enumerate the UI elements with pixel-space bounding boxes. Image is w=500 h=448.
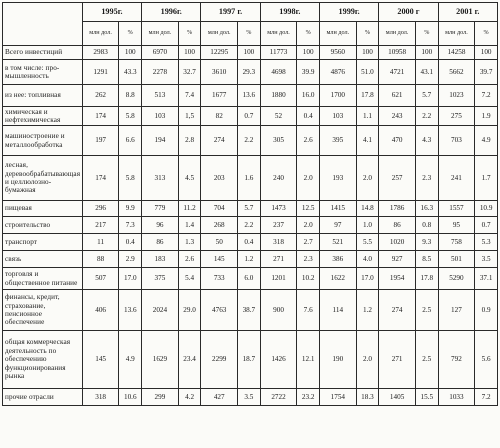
- value-percent-cell: 4.0: [356, 251, 379, 268]
- value-mln-cell: 1557: [438, 201, 475, 217]
- value-percent-cell: 7.3: [119, 217, 142, 234]
- value-percent-cell: 13.6: [238, 85, 261, 107]
- value-percent-cell: 23.4: [178, 331, 201, 389]
- value-percent-cell: 43.1: [415, 60, 438, 85]
- value-percent-cell: 13.6: [119, 290, 142, 331]
- value-mln-cell: 14258: [438, 46, 475, 60]
- value-mln-cell: 190: [319, 331, 356, 389]
- value-mln-cell: 386: [319, 251, 356, 268]
- unit-header-percent: %: [475, 22, 498, 46]
- value-percent-cell: 14.8: [356, 201, 379, 217]
- value-mln-cell: 313: [142, 156, 179, 201]
- value-percent-cell: 1.2: [356, 290, 379, 331]
- value-mln-cell: 427: [201, 389, 238, 406]
- value-mln-cell: 197: [82, 126, 119, 156]
- value-percent-cell: 6.0: [238, 268, 261, 290]
- value-percent-cell: 2.6: [297, 126, 320, 156]
- value-percent-cell: 8.5: [415, 251, 438, 268]
- value-percent-cell: 10.9: [475, 201, 498, 217]
- value-percent-cell: 100: [297, 46, 320, 60]
- value-mln-cell: 1291: [82, 60, 119, 85]
- value-mln-cell: 183: [142, 251, 179, 268]
- value-mln-cell: 1786: [379, 201, 416, 217]
- year-header-row: [3, 3, 498, 22]
- table-row: [3, 85, 498, 107]
- value-percent-cell: 16.3: [415, 201, 438, 217]
- year-header: 1995г.: [82, 3, 141, 22]
- value-mln-cell: 194: [142, 126, 179, 156]
- value-percent-cell: 2.5: [415, 290, 438, 331]
- investment-table: [2, 2, 498, 406]
- value-mln-cell: 4721: [379, 60, 416, 85]
- table-row: [3, 46, 498, 60]
- value-mln-cell: 271: [260, 251, 297, 268]
- value-mln-cell: 240: [260, 156, 297, 201]
- value-mln-cell: 243: [379, 107, 416, 126]
- year-header: 1998г.: [260, 3, 319, 22]
- value-mln-cell: 900: [260, 290, 297, 331]
- value-mln-cell: 1700: [319, 85, 356, 107]
- value-mln-cell: 1020: [379, 234, 416, 251]
- year-header: 2001 г.: [438, 3, 497, 22]
- value-mln-cell: 406: [82, 290, 119, 331]
- row-label: строительство: [3, 217, 83, 234]
- value-percent-cell: 100: [356, 46, 379, 60]
- value-percent-cell: 15.5: [415, 389, 438, 406]
- value-mln-cell: 1622: [319, 268, 356, 290]
- value-percent-cell: 2.0: [356, 331, 379, 389]
- value-percent-cell: 12.5: [297, 201, 320, 217]
- unit-header-percent: %: [238, 22, 261, 46]
- value-percent-cell: 2.2: [238, 126, 261, 156]
- value-percent-cell: 2.7: [297, 234, 320, 251]
- value-mln-cell: 174: [82, 156, 119, 201]
- value-mln-cell: 733: [201, 268, 238, 290]
- value-percent-cell: 51.0: [356, 60, 379, 85]
- value-mln-cell: 1415: [319, 201, 356, 217]
- value-percent-cell: 1.3: [178, 234, 201, 251]
- value-mln-cell: 1023: [438, 85, 475, 107]
- table-row: [3, 331, 498, 389]
- value-percent-cell: 17.0: [356, 268, 379, 290]
- value-mln-cell: 299: [142, 389, 179, 406]
- value-mln-cell: 86: [142, 234, 179, 251]
- value-mln-cell: 521: [319, 234, 356, 251]
- value-percent-cell: 5.7: [415, 85, 438, 107]
- value-mln-cell: 513: [142, 85, 179, 107]
- value-mln-cell: 501: [438, 251, 475, 268]
- row-label: в том числе: про-мышленность: [3, 60, 83, 85]
- value-mln-cell: 174: [82, 107, 119, 126]
- value-mln-cell: 2278: [142, 60, 179, 85]
- value-mln-cell: 6970: [142, 46, 179, 60]
- value-mln-cell: 1426: [260, 331, 297, 389]
- row-label: финансы, кредит, страхование, пенсионное обеспечение: [3, 290, 83, 331]
- value-mln-cell: 203: [201, 156, 238, 201]
- value-mln-cell: 5290: [438, 268, 475, 290]
- value-mln-cell: 241: [438, 156, 475, 201]
- table-row: [3, 60, 498, 85]
- value-mln-cell: 758: [438, 234, 475, 251]
- value-mln-cell: 95: [438, 217, 475, 234]
- value-mln-cell: 4763: [201, 290, 238, 331]
- value-mln-cell: 271: [379, 331, 416, 389]
- value-percent-cell: 10.6: [119, 389, 142, 406]
- unit-header-percent: %: [297, 22, 320, 46]
- value-mln-cell: 703: [438, 126, 475, 156]
- value-percent-cell: 39.7: [475, 60, 498, 85]
- row-label: лесная, деревообрабатывающая и целлюлозно-бумажная: [3, 156, 83, 201]
- table-row: [3, 389, 498, 406]
- value-mln-cell: 10958: [379, 46, 416, 60]
- value-percent-cell: 3.5: [475, 251, 498, 268]
- value-mln-cell: 779: [142, 201, 179, 217]
- value-mln-cell: 103: [319, 107, 356, 126]
- value-mln-cell: 103: [142, 107, 179, 126]
- value-percent-cell: 2.9: [119, 251, 142, 268]
- value-mln-cell: 2722: [260, 389, 297, 406]
- row-label: машиностроение и металлообработка: [3, 126, 83, 156]
- value-mln-cell: 1201: [260, 268, 297, 290]
- value-percent-cell: 9.9: [119, 201, 142, 217]
- value-percent-cell: 5.6: [475, 331, 498, 389]
- value-percent-cell: 5.7: [238, 201, 261, 217]
- value-percent-cell: 4.1: [356, 126, 379, 156]
- value-percent-cell: 2.3: [297, 251, 320, 268]
- table-row: [3, 201, 498, 217]
- unit-header-mln: млн дол.: [201, 22, 238, 46]
- value-mln-cell: 262: [82, 85, 119, 107]
- row-label: прочие отрасли: [3, 389, 83, 406]
- value-mln-cell: 507: [82, 268, 119, 290]
- value-percent-cell: 4.3: [415, 126, 438, 156]
- value-percent-cell: 100: [178, 46, 201, 60]
- value-percent-cell: 4.9: [119, 331, 142, 389]
- value-mln-cell: 4876: [319, 60, 356, 85]
- value-mln-cell: 97: [319, 217, 356, 234]
- value-percent-cell: 0.7: [238, 107, 261, 126]
- value-percent-cell: 17.8: [415, 268, 438, 290]
- value-percent-cell: 4.9: [475, 126, 498, 156]
- value-mln-cell: 11773: [260, 46, 297, 60]
- value-mln-cell: 375: [142, 268, 179, 290]
- value-percent-cell: 2.0: [356, 156, 379, 201]
- value-percent-cell: 5.8: [119, 156, 142, 201]
- row-label: пищевая: [3, 201, 83, 217]
- table-row: [3, 268, 498, 290]
- value-mln-cell: 2299: [201, 331, 238, 389]
- value-mln-cell: 88: [82, 251, 119, 268]
- unit-header-percent: %: [356, 22, 379, 46]
- value-mln-cell: 296: [82, 201, 119, 217]
- value-percent-cell: 7.2: [475, 389, 498, 406]
- value-mln-cell: 1033: [438, 389, 475, 406]
- value-percent-cell: 3.5: [238, 389, 261, 406]
- table-row: [3, 156, 498, 201]
- value-percent-cell: 10.2: [297, 268, 320, 290]
- value-mln-cell: 1954: [379, 268, 416, 290]
- table-row: [3, 217, 498, 234]
- unit-header-percent: %: [178, 22, 201, 46]
- row-label: Всего инвестиций: [3, 46, 83, 60]
- row-label: общая коммерческая деятельность по обеспечению функционирования рынка: [3, 331, 83, 389]
- value-mln-cell: 11: [82, 234, 119, 251]
- value-mln-cell: 237: [260, 217, 297, 234]
- value-mln-cell: 145: [201, 251, 238, 268]
- year-header: 1997 г.: [201, 3, 260, 22]
- row-label: из нее: топливная: [3, 85, 83, 107]
- value-percent-cell: 2.6: [178, 251, 201, 268]
- table-row: [3, 251, 498, 268]
- unit-header-mln: млн дол.: [82, 22, 119, 46]
- value-percent-cell: 5.8: [119, 107, 142, 126]
- unit-header-mln: млн дол.: [438, 22, 475, 46]
- value-mln-cell: 268: [201, 217, 238, 234]
- value-percent-cell: 0.8: [415, 217, 438, 234]
- value-percent-cell: 7.6: [297, 290, 320, 331]
- value-mln-cell: 274: [379, 290, 416, 331]
- value-mln-cell: 114: [319, 290, 356, 331]
- value-percent-cell: 9.3: [415, 234, 438, 251]
- unit-header-mln: млн дол.: [260, 22, 297, 46]
- value-mln-cell: 82: [201, 107, 238, 126]
- value-mln-cell: 395: [319, 126, 356, 156]
- value-percent-cell: 18.7: [238, 331, 261, 389]
- value-percent-cell: 11.2: [178, 201, 201, 217]
- value-mln-cell: 704: [201, 201, 238, 217]
- value-percent-cell: 16.0: [297, 85, 320, 107]
- table-body: [3, 46, 498, 406]
- value-percent-cell: 2.0: [297, 156, 320, 201]
- value-percent-cell: 18.3: [356, 389, 379, 406]
- year-header: 1996г.: [142, 3, 201, 22]
- value-mln-cell: 927: [379, 251, 416, 268]
- row-label: химическая и нефтехимическая: [3, 107, 83, 126]
- unit-header-mln: млн дол.: [379, 22, 416, 46]
- value-percent-cell: 1.4: [178, 217, 201, 234]
- value-mln-cell: 1629: [142, 331, 179, 389]
- value-mln-cell: 792: [438, 331, 475, 389]
- value-percent-cell: 0.4: [119, 234, 142, 251]
- value-mln-cell: 2983: [82, 46, 119, 60]
- unit-header-percent: %: [119, 22, 142, 46]
- table-row: [3, 234, 498, 251]
- value-mln-cell: 274: [201, 126, 238, 156]
- value-percent-cell: 100: [415, 46, 438, 60]
- value-mln-cell: 5662: [438, 60, 475, 85]
- value-mln-cell: 9560: [319, 46, 356, 60]
- value-percent-cell: 4.5: [178, 156, 201, 201]
- value-mln-cell: 257: [379, 156, 416, 201]
- value-mln-cell: 1677: [201, 85, 238, 107]
- value-mln-cell: 2024: [142, 290, 179, 331]
- value-mln-cell: 50: [201, 234, 238, 251]
- value-mln-cell: 193: [319, 156, 356, 201]
- value-percent-cell: 29.0: [178, 290, 201, 331]
- value-percent-cell: 7.4: [178, 85, 201, 107]
- value-percent-cell: 1,5: [178, 107, 201, 126]
- value-mln-cell: 96: [142, 217, 179, 234]
- table-row: [3, 290, 498, 331]
- value-percent-cell: 2.8: [178, 126, 201, 156]
- value-percent-cell: 0.4: [297, 107, 320, 126]
- value-percent-cell: 1.2: [238, 251, 261, 268]
- year-header: 1999г.: [319, 3, 378, 22]
- value-mln-cell: 1754: [319, 389, 356, 406]
- value-percent-cell: 2.0: [297, 217, 320, 234]
- unit-header-percent: %: [415, 22, 438, 46]
- value-percent-cell: 17.8: [356, 85, 379, 107]
- value-mln-cell: 1473: [260, 201, 297, 217]
- value-percent-cell: 2.5: [415, 331, 438, 389]
- value-mln-cell: 86: [379, 217, 416, 234]
- unit-header-mln: млн дол.: [319, 22, 356, 46]
- value-percent-cell: 23.2: [297, 389, 320, 406]
- value-percent-cell: 8.8: [119, 85, 142, 107]
- corner-cell: [3, 3, 83, 46]
- value-percent-cell: 29.3: [238, 60, 261, 85]
- value-percent-cell: 39.9: [297, 60, 320, 85]
- value-percent-cell: 5.4: [178, 268, 201, 290]
- value-percent-cell: 100: [119, 46, 142, 60]
- value-percent-cell: 2.3: [415, 156, 438, 201]
- row-label: торговля и общественное питание: [3, 268, 83, 290]
- value-percent-cell: 43.3: [119, 60, 142, 85]
- value-percent-cell: 100: [238, 46, 261, 60]
- value-mln-cell: 217: [82, 217, 119, 234]
- table-row: [3, 126, 498, 156]
- value-mln-cell: 621: [379, 85, 416, 107]
- value-percent-cell: 38.7: [238, 290, 261, 331]
- value-percent-cell: 0.7: [475, 217, 498, 234]
- table-row: [3, 107, 498, 126]
- row-label: связь: [3, 251, 83, 268]
- value-percent-cell: 0.4: [238, 234, 261, 251]
- value-percent-cell: 100: [475, 46, 498, 60]
- value-percent-cell: 5.5: [356, 234, 379, 251]
- value-percent-cell: 32.7: [178, 60, 201, 85]
- value-percent-cell: 17.0: [119, 268, 142, 290]
- value-percent-cell: 1.0: [356, 217, 379, 234]
- value-percent-cell: 0.9: [475, 290, 498, 331]
- value-percent-cell: 6.6: [119, 126, 142, 156]
- value-percent-cell: 12.1: [297, 331, 320, 389]
- value-mln-cell: 318: [82, 389, 119, 406]
- value-mln-cell: 1405: [379, 389, 416, 406]
- value-mln-cell: 127: [438, 290, 475, 331]
- value-percent-cell: 5.3: [475, 234, 498, 251]
- value-mln-cell: 305: [260, 126, 297, 156]
- value-mln-cell: 3610: [201, 60, 238, 85]
- value-percent-cell: 1.7: [475, 156, 498, 201]
- year-header: 2000 г: [379, 3, 438, 22]
- value-mln-cell: 4698: [260, 60, 297, 85]
- value-percent-cell: 1.6: [238, 156, 261, 201]
- value-percent-cell: 2.2: [415, 107, 438, 126]
- value-mln-cell: 275: [438, 107, 475, 126]
- value-percent-cell: 1.9: [475, 107, 498, 126]
- value-mln-cell: 470: [379, 126, 416, 156]
- value-mln-cell: 12295: [201, 46, 238, 60]
- value-percent-cell: 1.1: [356, 107, 379, 126]
- value-percent-cell: 7.2: [475, 85, 498, 107]
- value-mln-cell: 145: [82, 331, 119, 389]
- value-percent-cell: 37.1: [475, 268, 498, 290]
- value-mln-cell: 52: [260, 107, 297, 126]
- unit-header-mln: млн дол.: [142, 22, 179, 46]
- value-percent-cell: 2.2: [238, 217, 261, 234]
- value-mln-cell: 1880: [260, 85, 297, 107]
- value-percent-cell: 4.2: [178, 389, 201, 406]
- row-label: транспорт: [3, 234, 83, 251]
- value-mln-cell: 318: [260, 234, 297, 251]
